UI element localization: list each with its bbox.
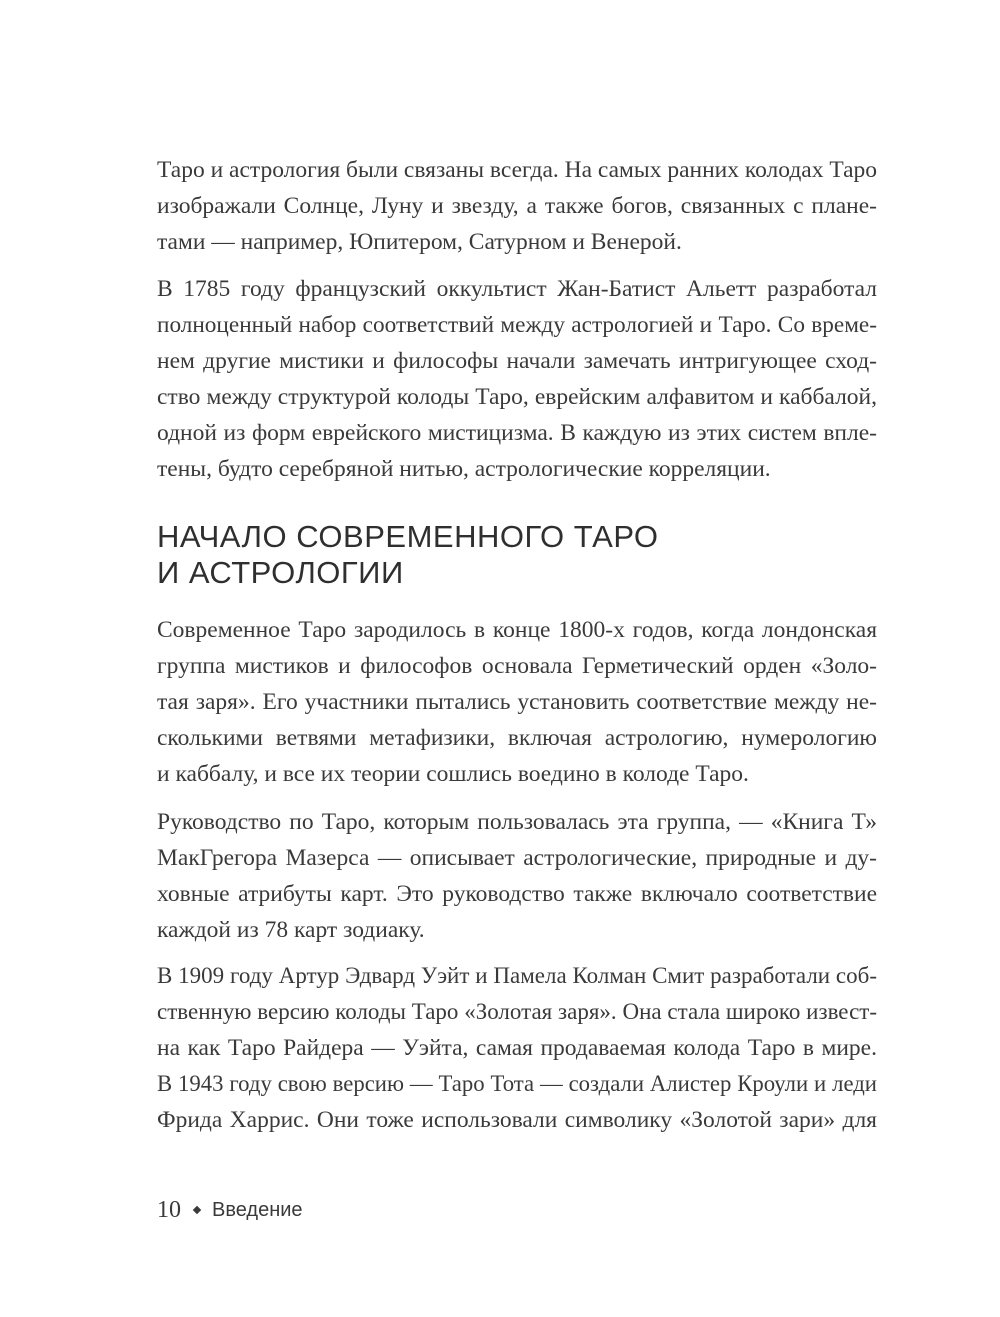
paragraph-1-line-2: изображали Солнце, Луну и звезду, а также богов, связанных с плане- <box>157 193 877 219</box>
paragraph-4-line-4: каждой из 78 карт зодиаку. <box>157 917 425 943</box>
paragraph-5-line-2: ственную версию колоды Таро «Золотая заря». Она стала широко извест- <box>157 999 877 1024</box>
paragraph-3-line-2: группа мистиков и философов основала Герметический орден «Золо- <box>157 653 877 679</box>
paragraph-1-line-3: тами — например, Юпитером, Сатурном и Венерой. <box>157 229 682 255</box>
paragraph-2-line-5: одной из форм еврейского мистицизма. В каждую из этих систем впле- <box>157 420 877 446</box>
paragraph-3-line-3: тая заря». Его участники пытались установить соответствие между не- <box>157 689 877 715</box>
paragraph-5-line-5: Фрида Харрис. Они тоже использовали символику «Золотой зари» для <box>157 1107 877 1133</box>
page-footer <box>157 1193 303 1227</box>
paragraph-1-line-1: Таро и астрология были связаны всегда. На самых ранних колодах Таро <box>157 157 878 183</box>
running-section-title: Введение <box>212 1198 303 1221</box>
section-heading-line-1: НАЧАЛО СОВРЕМЕННОГО ТАРО <box>157 519 659 554</box>
paragraph-2-line-2: полноценный набор соответствий между астрологией и Таро. Со време- <box>157 312 877 338</box>
paragraph-2-line-6: тены, будто серебряной нитью, астрологические корреляции. <box>157 456 771 482</box>
paragraph-5-line-1: В 1909 году Артур Эдвард Уэйт и Памела Колман Смит разработали соб- <box>157 963 877 988</box>
separator-bullet-icon <box>193 1206 201 1214</box>
section-heading-line-2: И АСТРОЛОГИИ <box>157 555 404 590</box>
paragraph-2-line-4: ство между структурой колоды Таро, еврейским алфавитом и каббалой, <box>157 384 877 410</box>
paragraph-2-line-1: В 1785 году французский оккультист Жан-Батист Альетт разработал <box>157 276 877 302</box>
paragraph-4-line-3: ховные атрибуты карт. Это руководство также включало соответствие <box>157 881 877 907</box>
book-page <box>157 0 877 1317</box>
paragraph-5-line-3: на как Таро Райдера — Уэйта, самая продаваемая колода Таро в мире. <box>157 1035 877 1061</box>
paragraph-4-line-2: МакГрегора Мазерса — описывает астрологические, природные и ду- <box>157 845 877 871</box>
paragraph-2-line-3: нем другие мистики и философы начали замечать интригующее сход- <box>157 348 877 374</box>
paragraph-4-line-1: Руководство по Таро, которым пользовалась эта группа, — «Книга Т» <box>157 809 877 835</box>
paragraph-3-line-5: и каббалу, и все их теории сошлись воедино в колоде Таро. <box>157 761 749 787</box>
page-number: 10 <box>157 1196 181 1223</box>
paragraph-5-line-4: В 1943 году свою версию — Таро Тота — создали Алистер Кроули и леди <box>157 1071 877 1096</box>
paragraph-3-line-1: Современное Таро зародилось в конце 1800-х годов, когда лондонская <box>157 617 877 643</box>
paragraph-3-line-4: сколькими ветвями метафизики, включая астрологию, нумерологию <box>157 725 877 751</box>
